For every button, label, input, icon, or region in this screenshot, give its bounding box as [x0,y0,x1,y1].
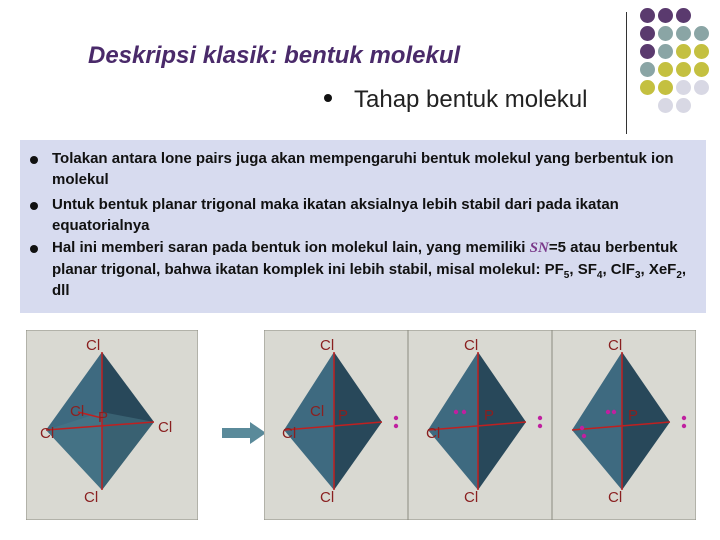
lone-pair-dot [606,410,610,414]
decorative-dot-grid [632,8,720,120]
slide-title: Deskripsi klasik: bentuk molekul [88,42,461,69]
sn-symbol: SN [529,240,549,256]
bullet-icon [324,94,332,102]
lone-pair-dot [454,410,458,414]
bipyramid-figure-reference [26,330,198,520]
lone-pair-dot [612,410,616,414]
label-cl-back: Cl [70,403,85,420]
label-cl-bottom: Cl [320,489,335,506]
lone-pair-dot [394,424,398,428]
deco-dot [676,44,691,59]
deco-dot [658,80,673,95]
subscript: 5 [563,270,570,281]
bullet-icon [30,245,38,253]
lone-pair-dot [538,416,542,420]
bullet-3-part: , dll [52,261,687,299]
deco-dot [676,8,691,23]
deco-dot [694,44,709,59]
bullet-3-part: , SF [569,261,597,278]
bullet-text-2: Untuk bentuk planar trigonal maka ikatan aksialnya lebih stabil dari pada ikatan equatorialnya [52,196,619,234]
subscript: 4 [596,270,603,281]
deco-dot [658,44,673,59]
label-cl-top: Cl [608,337,623,354]
deco-dot [658,26,673,41]
subheading [324,86,587,114]
right-arrow-icon [222,422,266,444]
lone-pair-dot [538,424,542,428]
subheading-text: Tahap bentuk molekul [354,86,588,113]
bullet-icon [30,156,38,164]
deco-dot [676,26,691,41]
label-p: P [338,407,349,424]
deco-dot [676,98,691,113]
bullet-3-part: =5 atau berbentuk planar trigonal, bahwa ikatan komplek ini lebih stabil, misal molekul: PF [52,239,678,278]
label-cl-bottom: Cl [464,489,479,506]
title-divider [626,12,627,134]
lone-pair-dot [394,416,398,420]
label-cl-bottom: Cl [84,489,99,506]
lone-pair-dot [682,416,686,420]
bullet-3-part: , ClF [602,261,635,278]
label-cl-back: Cl [310,403,325,420]
deco-dot [658,62,673,77]
bullet-icon [30,202,38,210]
label-p: P [98,409,109,426]
deco-dot [694,26,709,41]
lone-pair-dot [582,434,586,438]
deco-dot [694,62,709,77]
label-cl-top: Cl [86,337,101,354]
bullet-text-3 [52,237,704,301]
label-cl-left: Cl [282,425,297,442]
label-cl-left: Cl [40,425,55,442]
label-cl-bottom: Cl [608,489,623,506]
arrow-shape [222,422,266,444]
lone-pair-dot [580,426,584,430]
deco-dot [640,44,655,59]
label-cl-top: Cl [464,337,479,354]
deco-dot [658,8,673,23]
label-p: P [484,407,495,424]
deco-dot [694,80,709,95]
label-cl-top: Cl [320,337,335,354]
deco-dot [676,62,691,77]
lone-pair-dot [682,424,686,428]
label-p: P [628,407,639,424]
bullet-3-part: Hal ini memberi saran pada bentuk ion molekul lain, yang memiliki [52,239,530,256]
label-cl-right: Cl [158,419,173,436]
deco-dot [640,80,655,95]
deco-dot [676,80,691,95]
bullet-3-part: , XeF [640,261,677,278]
deco-dot [658,98,673,113]
bullet-text-1: Tolakan antara lone pairs juga akan mempengaruhi bentuk molekul yang berbentuk ion molekul [52,150,674,188]
deco-dot [640,62,655,77]
subscript: 3 [634,270,641,281]
deco-dot [640,26,655,41]
subscript: 2 [676,270,682,281]
bipyramid-figure-lone-pairs [264,330,696,520]
label-cl-left: Cl [426,425,441,442]
deco-dot [640,8,655,23]
lone-pair-dot [462,410,466,414]
